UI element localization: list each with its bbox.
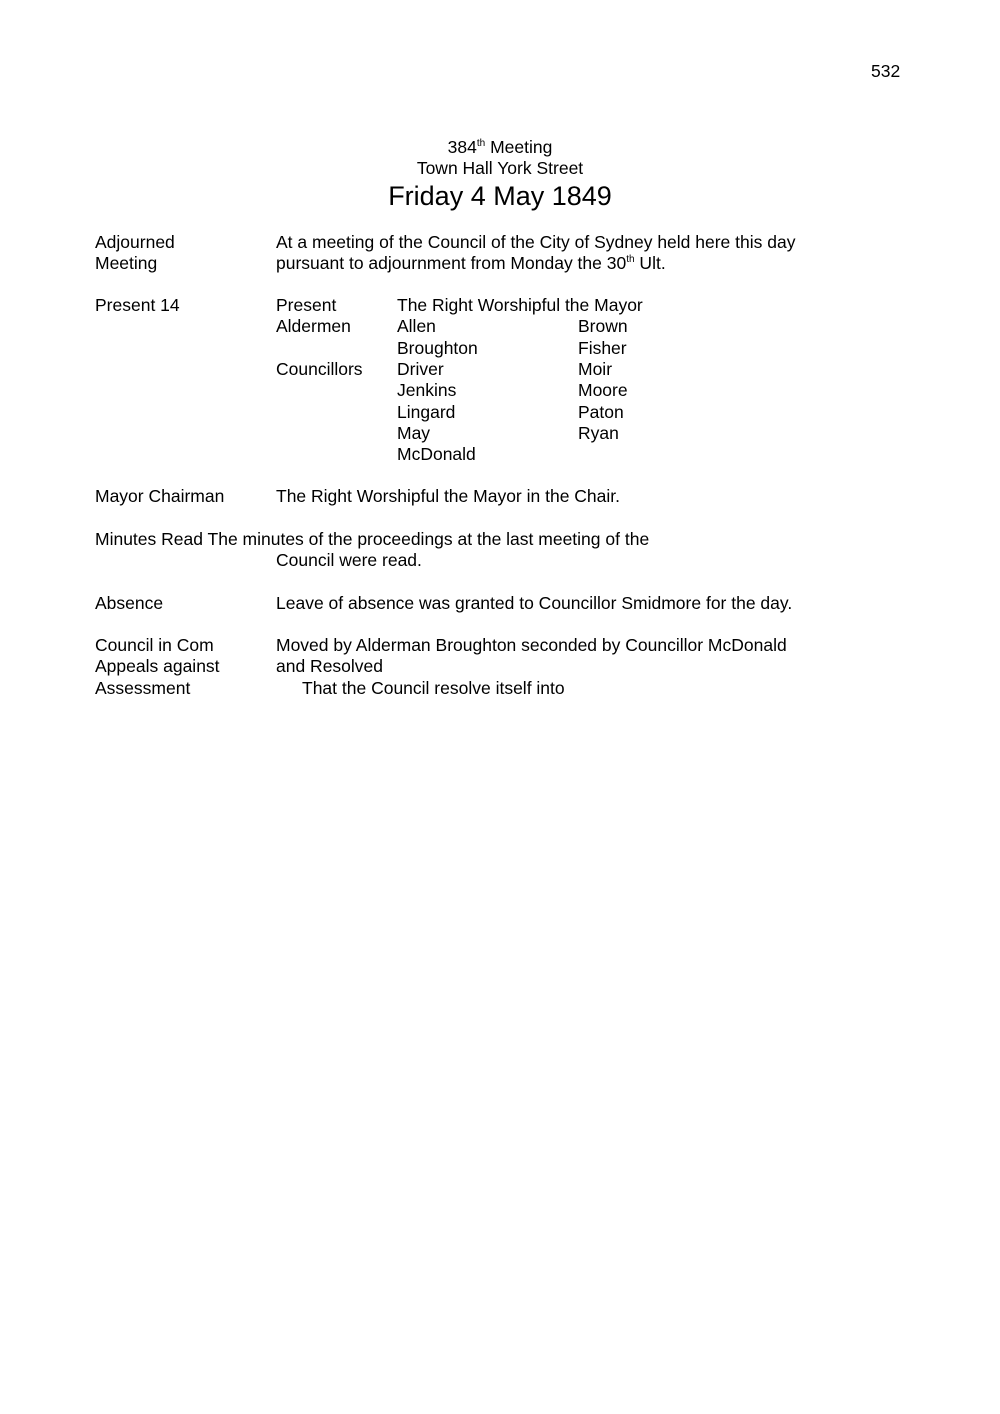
meeting-date: Friday 4 May 1849 xyxy=(388,181,612,211)
margin-label-appeals-against: Appeals against xyxy=(95,656,220,676)
margin-label-meeting: Meeting xyxy=(95,253,158,273)
councillor-name: Paton xyxy=(578,402,624,422)
committee-text-line-2: and Resolved xyxy=(276,656,384,676)
councillor-name: Moir xyxy=(578,359,613,379)
councillor-name: May xyxy=(397,423,431,443)
margin-label-council-in-com: Council in Com xyxy=(95,635,214,655)
adjourned-text-line-2 xyxy=(276,253,666,274)
meeting-venue: Town Hall York Street xyxy=(416,158,584,178)
meeting-number-suffix: th xyxy=(476,138,486,150)
alderman-name: Broughton xyxy=(397,338,478,358)
margin-label-assessment: Assessment xyxy=(95,678,191,698)
alderman-name: Brown xyxy=(578,316,628,336)
margin-label-mayor-chairman: Mayor Chairman xyxy=(95,486,225,506)
margin-label-absence: Absence xyxy=(95,593,164,613)
present-mayor: The Right Worshipful the Mayor xyxy=(397,295,643,315)
alderman-name: Allen xyxy=(397,316,436,336)
councillor-name: Moore xyxy=(578,380,628,400)
councillor-name: McDonald xyxy=(397,444,476,464)
alderman-name: Fisher xyxy=(578,338,627,358)
chairman-text: The Right Worshipful the Mayor in the Chair. xyxy=(276,486,621,506)
councillor-name: Jenkins xyxy=(397,380,457,400)
adjourned-text-part-a: pursuant to adjournment from Monday the 30 xyxy=(276,253,627,273)
meeting-heading xyxy=(0,137,1000,158)
councillor-name: Driver xyxy=(397,359,444,379)
meeting-number: 384 xyxy=(447,137,477,157)
minutes-text-line-1: Minutes Read The minutes of the proceedings at the last meeting of the xyxy=(95,529,650,549)
committee-text-line-3: That the Council resolve itself into xyxy=(302,678,565,698)
councillors-label: Councillors xyxy=(276,359,363,379)
adjourned-text-part-b: Ult. xyxy=(634,253,666,273)
aldermen-label: Aldermen xyxy=(276,316,351,336)
margin-label-present: Present 14 xyxy=(95,295,180,315)
councillor-name: Lingard xyxy=(397,402,456,422)
margin-label-adjourned: Adjourned xyxy=(95,232,175,252)
adjourned-text-line-1: At a meeting of the Council of the City of Sydney held here this day xyxy=(276,232,796,252)
present-label: Present xyxy=(276,295,337,315)
meeting-label: Meeting xyxy=(485,137,553,157)
page-number: 532 xyxy=(871,61,901,81)
adjourned-text-suffix: th xyxy=(626,254,635,266)
committee-text-line-1: Moved by Alderman Broughton seconded by Councillor McDonald xyxy=(276,635,787,655)
minutes-text-line-2: Council were read. xyxy=(276,550,422,570)
absence-text: Leave of absence was granted to Councillor Smidmore for the day. xyxy=(276,593,793,613)
councillor-name: Ryan xyxy=(578,423,619,443)
